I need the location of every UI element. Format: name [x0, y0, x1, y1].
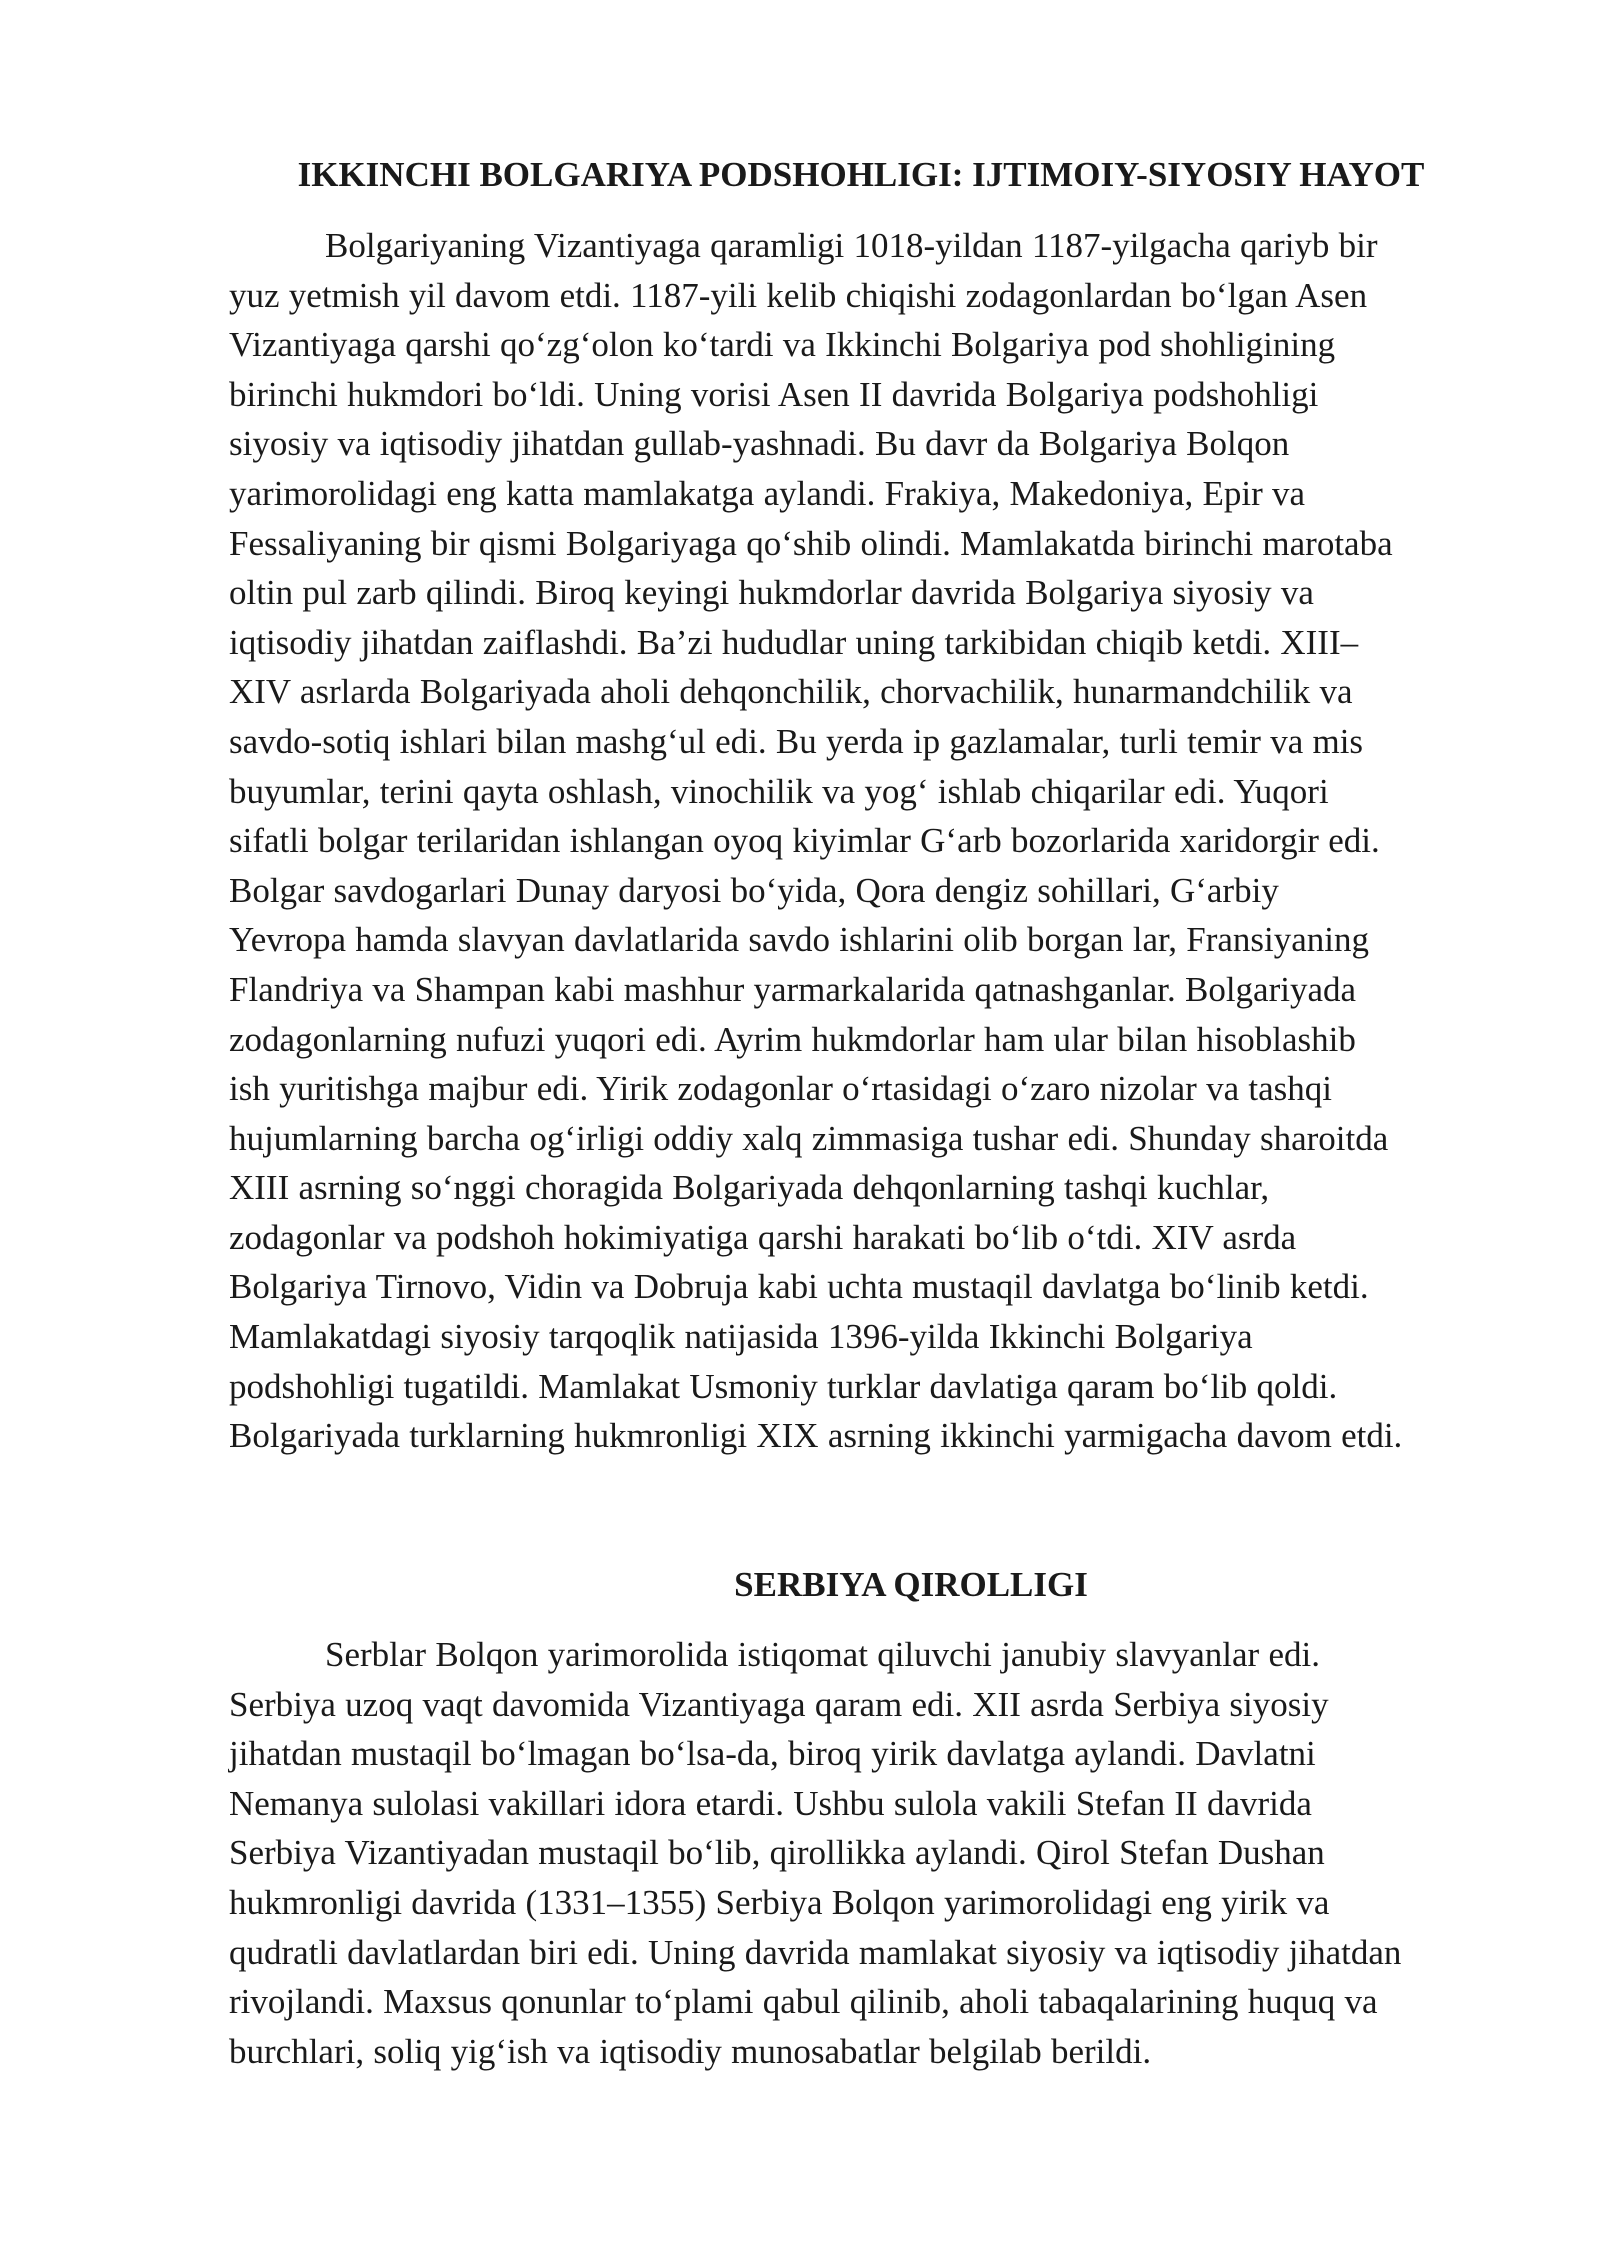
text-line: Vizantiyaga qarshi qo‘zg‘olon ko‘tardi va Ikkinchi Bolgariya pod shohligining [229, 325, 1336, 365]
text-line: yuz yetmish yil davom etdi. 1187-yili kelib chiqishi zodagonlardan bo‘lgan Asen [229, 275, 1368, 315]
text-line: hujumlarning barcha og‘irligi oddiy xalq zimmasiga tushar edi. Shunday sharoitda [229, 1118, 1389, 1158]
section-body-bulgaria [229, 221, 1529, 1461]
text-line: zodagonlar va podshoh hokimiyatiga qarshi harakati bo‘lib o‘tdi. XIV asrda [229, 1217, 1297, 1257]
text-line: siyosiy va iqtisodiy jihatdan gullab-yashnadi. Bu davr da Bolgariya Bolqon [229, 424, 1290, 464]
text-line: buyumlar, terini qayta oshlash, vinochilik va yog‘ ishlab chiqarilar edi. Yuqori [229, 771, 1329, 811]
text-line: iqtisodiy jihatdan zaiflashdi. Ba’zi hududlar uning tarkibidan chiqib ketdi. XIII– [229, 622, 1359, 662]
text-line: Bolgariyaning Vizantiyaga qaramligi 1018-yildan 1187-yilgacha qariyb bir [325, 226, 1378, 265]
text-line: zodagonlarning nufuzi yuqori edi. Ayrim hukmdorlar ham ular bilan hisoblashib [229, 1019, 1356, 1059]
section-title-bulgaria: IKKINCHI BOLGARIYA PODSHOHLIGI: IJTIMOIY-SIYOSIY HAYOT [297, 155, 1425, 194]
text-line: hukmronligi davrida (1331–1355) Serbiya Bolqon yarimorolidagi eng yirik va [229, 1882, 1330, 1922]
text-line: Bolgariyada turklarning hukmronligi XIX asrning ikkinchi yarmigacha davom etdi. [229, 1416, 1403, 1456]
text-line: Serbiya uzoq vaqt davomida Vizantiyaga qaram edi. XII asrda Serbiya siyosiy [229, 1684, 1329, 1724]
text-line: savdo-sotiq ishlari bilan mashg‘ul edi. Bu yerda ip gazlamalar, turli temir va mis [229, 721, 1364, 761]
text-line: yarimorolidagi eng katta mamlakatga aylandi. Frakiya, Makedoniya, Epir va [229, 473, 1306, 513]
text-line: Nemanya sulolasi vakillari idora etardi. Ushbu sulola vakili Stefan II davrida [229, 1783, 1312, 1823]
text-line: ish yuritishga majbur edi. Yirik zodagonlar o‘rtasidagi o‘zaro nizolar va tashqi [229, 1069, 1332, 1109]
text-line: oltin pul zarb qilindi. Biroq keyingi hukmdorlar davrida Bolgariya siyosiy va [229, 573, 1314, 613]
text-line: Bolgar savdogarlari Dunay daryosi bo‘yida, Qora dengiz sohillari, G‘arbiy [229, 870, 1279, 910]
text-line: burchlari, soliq yig‘ish va iqtisodiy munosabatlar belgilab berildi. [229, 2031, 1152, 2071]
text-line: Mamlakatdagi siyosiy tarqoqlik natijasida 1396-yilda Ikkinchi Bolgariya [229, 1317, 1253, 1357]
text-line: podshohligi tugatildi. Mamlakat Usmoniy turklar davlatiga qaram bo‘lib qoldi. [229, 1366, 1338, 1406]
text-line: sifatli bolgar terilaridan ishlangan oyoq kiyimlar G‘arb bozorlarida xaridorgir edi. [229, 821, 1380, 861]
section-title-serbia: SERBIYA QIROLLIGI [734, 1565, 1088, 1604]
text-line: Serblar Bolqon yarimorolida istiqomat qiluvchi janubiy slavyanlar edi. [325, 1635, 1320, 1674]
text-line: XIV asrlarda Bolgariyada aholi dehqonchilik, chorvachilik, hunarmandchilik va [229, 672, 1353, 712]
text-line: qudratli davlatlardan biri edi. Uning davrida mamlakat siyosiy va iqtisodiy jihatdan [229, 1932, 1402, 1972]
text-line: birinchi hukmdori bo‘ldi. Uning vorisi Asen II davrida Bolgariya podshohligi [229, 374, 1319, 414]
text-line: XIII asrning so‘nggi choragida Bolgariyada dehqonlarning tashqi kuchlar, [229, 1168, 1270, 1208]
text-line: Flandriya va Shampan kabi mashhur yarmarkalarida qatnashganlar. Bolgariyada [229, 969, 1357, 1009]
text-line: jihatdan mustaqil bo‘lmagan bo‘lsa-da, biroq yirik davlatga aylandi. Davlatni [229, 1734, 1316, 1774]
text-line: Yevropa hamda slavyan davlatlarida savdo ishlarini olib borgan lar, Fransiyaning [229, 920, 1370, 960]
text-line: Serbiya Vizantiyadan mustaqil bo‘lib, qirollikka aylandi. Qirol Stefan Dushan [229, 1833, 1325, 1873]
text-line: rivojlandi. Maxsus qonunlar to‘plami qabul qilinib, aholi tabaqalarining huquq va [229, 1982, 1378, 2022]
text-line: Bolgariya Tirnovo, Vidin va Dobruja kabi uchta mustaqil davlatga bo‘linib ketdi. [229, 1267, 1369, 1307]
text-line: Fessaliyaning bir qismi Bolgariyaga qo‘shib olindi. Mamlakatda birinchi marotaba [229, 523, 1393, 563]
section-body-serbia [229, 1630, 1529, 2076]
